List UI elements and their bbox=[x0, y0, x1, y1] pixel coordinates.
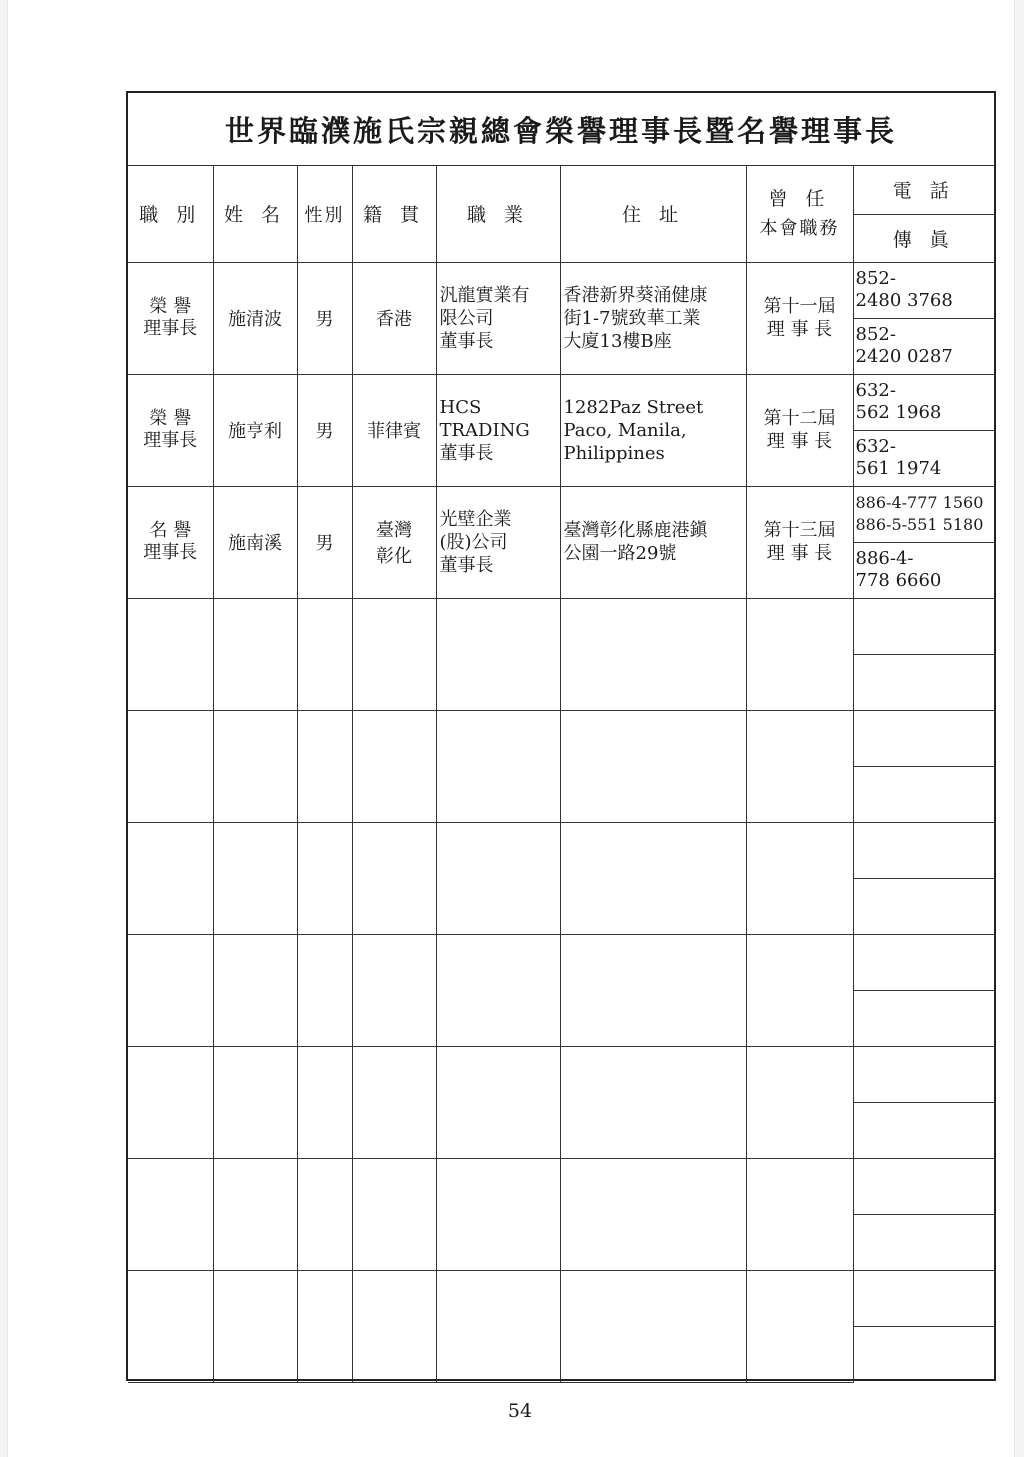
fax-cell bbox=[853, 542, 994, 598]
empty-cell bbox=[128, 1046, 213, 1158]
page-title: 世界臨濮施氏宗親總會榮譽理事長暨名譽理事長 bbox=[128, 93, 994, 166]
occupation-line: 董事長 bbox=[439, 554, 494, 576]
former-line: 理 事 長 bbox=[766, 543, 833, 564]
empty-cell bbox=[853, 934, 994, 990]
empty-cell bbox=[352, 822, 436, 934]
gender-cell: 男 bbox=[297, 262, 352, 374]
empty-cell bbox=[128, 934, 213, 1046]
address-cell bbox=[560, 262, 746, 374]
empty-row bbox=[128, 1046, 994, 1102]
empty-cell bbox=[213, 934, 297, 1046]
empty-row bbox=[128, 1270, 994, 1326]
empty-cell bbox=[560, 1158, 746, 1270]
role-line: 理事長 bbox=[143, 542, 198, 563]
fax-line: 778 6660 bbox=[855, 570, 942, 591]
former-line: 理 事 長 bbox=[766, 431, 833, 452]
occupation-line: 汎龍實業有 bbox=[439, 284, 530, 306]
empty-cell bbox=[746, 710, 853, 822]
origin-cell bbox=[352, 374, 436, 486]
phone-line: 562 1968 bbox=[855, 402, 942, 423]
occupation-cell bbox=[436, 262, 560, 374]
occupation-line: (股)公司 bbox=[439, 531, 508, 553]
address-cell bbox=[560, 486, 746, 598]
address-line: 公園一路29號 bbox=[563, 543, 677, 564]
empty-cell bbox=[853, 1046, 994, 1102]
empty-cell bbox=[213, 1046, 297, 1158]
header-address: 住 址 bbox=[560, 166, 746, 262]
header-origin: 籍 貫 bbox=[352, 166, 436, 262]
role-line: 理事長 bbox=[143, 430, 198, 451]
address-line: 1282Paz Street bbox=[563, 396, 704, 418]
role-cell bbox=[128, 262, 213, 374]
empty-cell bbox=[213, 1158, 297, 1270]
header-occupation: 職 業 bbox=[436, 166, 560, 262]
empty-cell bbox=[853, 1158, 994, 1214]
name-cell: 施清波 bbox=[213, 262, 297, 374]
table-row bbox=[128, 374, 994, 430]
former-position-cell bbox=[746, 486, 853, 598]
empty-cell bbox=[128, 1158, 213, 1270]
empty-cell bbox=[436, 1270, 560, 1382]
empty-cell bbox=[560, 822, 746, 934]
occupation-cell bbox=[436, 374, 560, 486]
empty-cell bbox=[128, 1270, 213, 1382]
former-position-cell bbox=[746, 262, 853, 374]
empty-cell bbox=[213, 1270, 297, 1382]
address-line: 臺灣彰化縣鹿港鎭 bbox=[563, 520, 708, 541]
empty-row bbox=[128, 934, 994, 990]
empty-cell bbox=[560, 710, 746, 822]
address-line: Philippines bbox=[563, 442, 665, 464]
empty-cell bbox=[853, 598, 994, 654]
origin-line: 香港 bbox=[376, 309, 412, 330]
former-line: 第十二屆 bbox=[763, 408, 836, 429]
empty-cell bbox=[560, 598, 746, 710]
empty-cell bbox=[746, 934, 853, 1046]
role-line: 榮 譽 bbox=[149, 296, 192, 317]
role-line: 理事長 bbox=[143, 318, 198, 339]
occupation-line: TRADING bbox=[439, 419, 530, 441]
header-row-top bbox=[128, 166, 994, 214]
origin-cell bbox=[352, 486, 436, 598]
origin-line: 菲律賓 bbox=[367, 421, 421, 442]
role-cell bbox=[128, 374, 213, 486]
empty-row bbox=[128, 822, 994, 878]
empty-cell bbox=[746, 1046, 853, 1158]
header-fax: 傳 眞 bbox=[853, 214, 994, 262]
empty-cell bbox=[436, 1158, 560, 1270]
header-former-position bbox=[746, 166, 853, 262]
empty-cell bbox=[853, 766, 994, 822]
empty-cell bbox=[436, 1046, 560, 1158]
empty-cell bbox=[853, 990, 994, 1046]
empty-cell bbox=[213, 822, 297, 934]
empty-cell bbox=[297, 822, 352, 934]
former-position-cell bbox=[746, 374, 853, 486]
origin-line: 彰化 bbox=[376, 546, 412, 567]
empty-cell bbox=[297, 598, 352, 710]
roster-table bbox=[128, 166, 994, 1383]
empty-cell bbox=[128, 598, 213, 710]
empty-cell bbox=[297, 1046, 352, 1158]
empty-cell bbox=[746, 822, 853, 934]
empty-cell bbox=[297, 1158, 352, 1270]
address-line: 街1-7號致華工業 bbox=[563, 307, 701, 329]
occupation-line: 光壁企業 bbox=[439, 508, 512, 530]
empty-row bbox=[128, 710, 994, 766]
fax-cell bbox=[853, 318, 994, 374]
occupation-line: 限公司 bbox=[439, 307, 494, 329]
address-line: 大廈13樓B座 bbox=[563, 330, 672, 352]
empty-cell bbox=[213, 598, 297, 710]
roster-frame bbox=[126, 91, 996, 1381]
header-name: 姓 名 bbox=[213, 166, 297, 262]
former-line: 第十一屆 bbox=[763, 296, 836, 317]
empty-cell bbox=[436, 822, 560, 934]
empty-cell bbox=[352, 934, 436, 1046]
header-former-bottom: 本會職務 bbox=[759, 217, 840, 239]
origin-cell bbox=[352, 262, 436, 374]
phone-cell bbox=[853, 262, 994, 318]
address-cell bbox=[560, 374, 746, 486]
empty-cell bbox=[213, 710, 297, 822]
address-line: 香港新界葵涌健康 bbox=[563, 284, 708, 306]
fax-line: 561 1974 bbox=[855, 458, 942, 479]
role-line: 名 譽 bbox=[149, 520, 192, 541]
table-row bbox=[128, 486, 994, 542]
fax-line: 632- bbox=[855, 436, 896, 457]
empty-cell bbox=[352, 710, 436, 822]
empty-cell bbox=[746, 598, 853, 710]
empty-cell bbox=[853, 1102, 994, 1158]
empty-cell bbox=[853, 1326, 994, 1382]
empty-cell bbox=[128, 710, 213, 822]
occupation-line: 董事長 bbox=[439, 330, 494, 352]
empty-cell bbox=[560, 1270, 746, 1382]
role-line: 榮 譽 bbox=[149, 408, 192, 429]
former-line: 第十三屆 bbox=[763, 520, 836, 541]
empty-cell bbox=[746, 1158, 853, 1270]
address-line: Paco, Manila, bbox=[563, 419, 687, 441]
phone-line: 852- bbox=[855, 268, 896, 289]
name-cell: 施亨利 bbox=[213, 374, 297, 486]
phone-line: 2480 3768 bbox=[855, 290, 953, 311]
occupation-line: 董事長 bbox=[439, 442, 494, 464]
empty-row bbox=[128, 1158, 994, 1214]
header-gender: 性別 bbox=[297, 166, 352, 262]
empty-cell bbox=[352, 598, 436, 710]
header-phone: 電 話 bbox=[853, 166, 994, 214]
empty-cell bbox=[560, 1046, 746, 1158]
phone-line: 886-4-777 1560 bbox=[855, 493, 984, 512]
phone-line: 632- bbox=[855, 380, 896, 401]
role-cell bbox=[128, 486, 213, 598]
empty-cell bbox=[853, 654, 994, 710]
fax-line: 2420 0287 bbox=[855, 346, 953, 367]
empty-row bbox=[128, 598, 994, 654]
former-line: 理 事 長 bbox=[766, 319, 833, 340]
occupation-line: HCS bbox=[439, 396, 482, 418]
gender-cell: 男 bbox=[297, 486, 352, 598]
origin-line: 臺灣 bbox=[376, 520, 412, 541]
header-role: 職 別 bbox=[128, 166, 213, 262]
empty-cell bbox=[436, 598, 560, 710]
page-sheet bbox=[8, 0, 1014, 1457]
empty-cell bbox=[853, 1214, 994, 1270]
empty-cell bbox=[853, 878, 994, 934]
table-row bbox=[128, 262, 994, 318]
occupation-cell bbox=[436, 486, 560, 598]
header-former-top: 曾 任 bbox=[768, 187, 831, 210]
name-cell: 施南溪 bbox=[213, 486, 297, 598]
empty-cell bbox=[352, 1046, 436, 1158]
empty-cell bbox=[853, 822, 994, 878]
empty-cell bbox=[297, 710, 352, 822]
empty-cell bbox=[746, 1270, 853, 1382]
empty-cell bbox=[436, 934, 560, 1046]
empty-cell bbox=[436, 710, 560, 822]
fax-line: 852- bbox=[855, 324, 896, 345]
empty-cell bbox=[297, 1270, 352, 1382]
empty-cell bbox=[352, 1270, 436, 1382]
phone-cell bbox=[853, 374, 994, 430]
phone-line: 886-5-551 5180 bbox=[855, 515, 984, 534]
empty-cell bbox=[128, 822, 213, 934]
page-number: 54 bbox=[507, 1400, 533, 1422]
fax-line: 886-4- bbox=[855, 548, 914, 569]
empty-cell bbox=[853, 1270, 994, 1326]
empty-cell bbox=[853, 710, 994, 766]
phone-cell bbox=[853, 486, 994, 542]
empty-cell bbox=[297, 934, 352, 1046]
empty-cell bbox=[352, 1158, 436, 1270]
gender-cell: 男 bbox=[297, 374, 352, 486]
fax-cell bbox=[853, 430, 994, 486]
empty-cell bbox=[560, 934, 746, 1046]
